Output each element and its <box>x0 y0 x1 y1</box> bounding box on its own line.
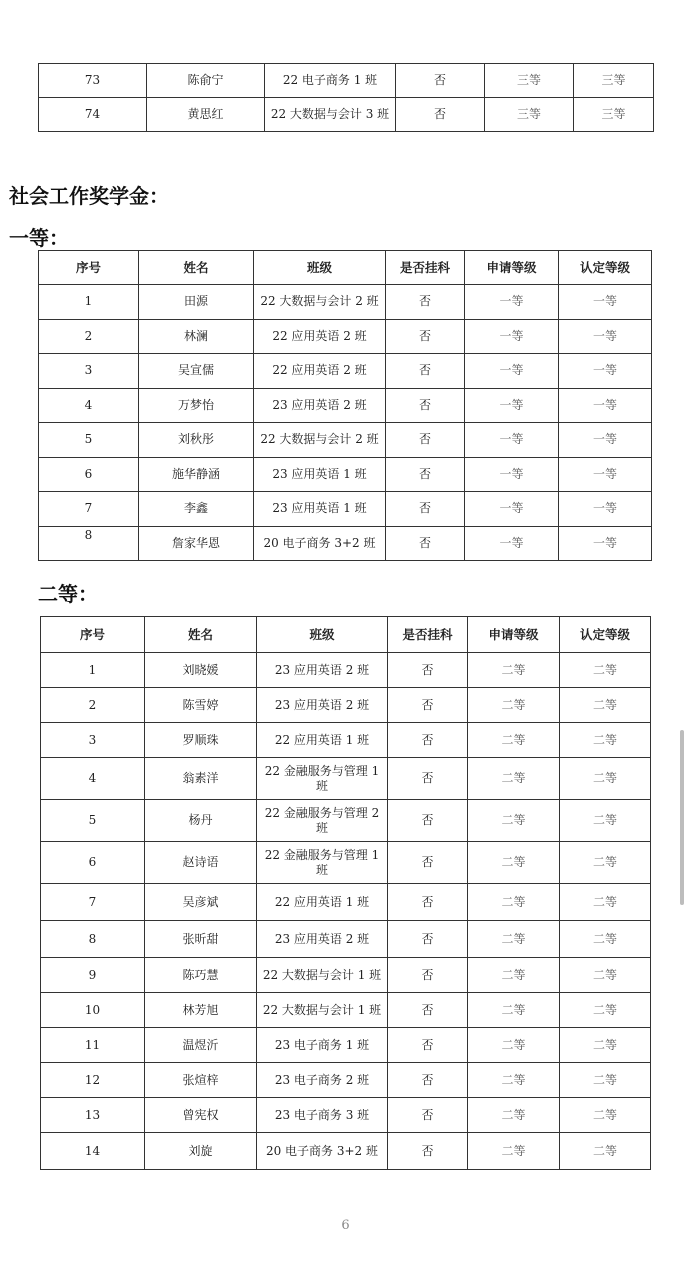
table-cell: 二等 <box>468 723 560 758</box>
column-header: 认定等级 <box>560 617 651 653</box>
table-cell: 否 <box>386 492 465 527</box>
table-cell: 6 <box>41 842 145 884</box>
table-cell: 一等 <box>465 285 559 320</box>
top-table <box>38 63 654 132</box>
table-cell: 二等 <box>468 1133 560 1170</box>
table-cell: 22 大数据与会计 3 班 <box>265 98 396 132</box>
table-cell: 二等 <box>468 993 560 1028</box>
table-cell: 22 大数据与会计 2 班 <box>254 423 386 458</box>
table-cell: 一等 <box>559 423 652 458</box>
table-cell: 二等 <box>468 921 560 958</box>
table-cell: 一等 <box>559 388 652 423</box>
table-row <box>39 388 652 423</box>
table-cell: 6 <box>39 457 139 492</box>
table-cell: 否 <box>386 354 465 389</box>
table-cell: 22 大数据与会计 1 班 <box>257 993 388 1028</box>
table-row <box>41 884 651 921</box>
table-cell: 林芳旭 <box>145 993 257 1028</box>
table-cell: 吴彦斌 <box>145 884 257 921</box>
column-header: 序号 <box>39 251 139 285</box>
table-cell: 否 <box>388 1028 468 1063</box>
column-header: 认定等级 <box>559 251 652 285</box>
table-cell: 二等 <box>468 800 560 842</box>
table-row <box>41 842 651 884</box>
table-cell: 7 <box>39 492 139 527</box>
table-row <box>41 1098 651 1133</box>
table-row <box>41 800 651 842</box>
table-cell: 12 <box>41 1063 145 1098</box>
table-cell: 11 <box>41 1028 145 1063</box>
table-row <box>41 1028 651 1063</box>
table-cell: 一等 <box>559 354 652 389</box>
first-class-title: 一等： <box>9 226 69 250</box>
table-cell: 否 <box>388 800 468 842</box>
column-header: 序号 <box>41 617 145 653</box>
table-cell: 22 金融服务与管理 1 班 <box>257 842 388 884</box>
table-cell: 9 <box>41 958 145 993</box>
table-cell: 否 <box>386 457 465 492</box>
table-cell: 二等 <box>468 842 560 884</box>
table-cell: 一等 <box>465 423 559 458</box>
scrollbar-thumb[interactable] <box>680 730 684 905</box>
table-cell: 二等 <box>560 1098 651 1133</box>
table-row <box>39 457 652 492</box>
table-cell: 三等 <box>485 98 574 132</box>
table-cell: 二等 <box>468 884 560 921</box>
column-header: 是否挂科 <box>386 251 465 285</box>
table-row <box>39 526 652 561</box>
table-cell: 否 <box>388 842 468 884</box>
column-header: 班级 <box>257 617 388 653</box>
table-cell: 二等 <box>560 758 651 800</box>
table-cell: 23 应用英语 2 班 <box>257 653 388 688</box>
table-cell: 二等 <box>560 800 651 842</box>
table-cell: 张煊梓 <box>145 1063 257 1098</box>
table-row <box>39 354 652 389</box>
table-cell: 黄思红 <box>147 98 265 132</box>
table-cell: 否 <box>396 64 485 98</box>
table-cell: 23 电子商务 1 班 <box>257 1028 388 1063</box>
second-class-table-body <box>41 617 651 1170</box>
table-cell: 20 电子商务 3+2 班 <box>257 1133 388 1170</box>
table-cell: 三等 <box>574 64 654 98</box>
table-cell: 曾宪权 <box>145 1098 257 1133</box>
table-cell: 三等 <box>485 64 574 98</box>
table-row <box>41 653 651 688</box>
table-cell: 吴宣儒 <box>139 354 254 389</box>
table-cell: 一等 <box>559 526 652 561</box>
table-cell: 翁素洋 <box>145 758 257 800</box>
table-cell: 刘旋 <box>145 1133 257 1170</box>
table-cell: 二等 <box>560 921 651 958</box>
table-row <box>41 993 651 1028</box>
table-cell: 23 应用英语 2 班 <box>257 688 388 723</box>
table-cell: 陈巧慧 <box>145 958 257 993</box>
table-cell: 23 应用英语 1 班 <box>254 457 386 492</box>
table-cell: 8 <box>41 921 145 958</box>
table-header-row <box>41 617 651 653</box>
table-cell: 二等 <box>560 884 651 921</box>
table-row <box>41 1063 651 1098</box>
table-row <box>41 1133 651 1170</box>
table-cell: 罗顺珠 <box>145 723 257 758</box>
second-class-title: 二等： <box>38 582 98 606</box>
table-cell: 二等 <box>560 993 651 1028</box>
table-cell: 否 <box>388 723 468 758</box>
table-cell: 二等 <box>560 1133 651 1170</box>
table-cell: 4 <box>39 388 139 423</box>
table-cell: 二等 <box>468 958 560 993</box>
table-cell: 二等 <box>560 1028 651 1063</box>
table-cell: 刘晓媛 <box>145 653 257 688</box>
column-header: 是否挂科 <box>388 617 468 653</box>
table-cell: 否 <box>388 921 468 958</box>
table-cell: 22 应用英语 1 班 <box>257 723 388 758</box>
table-cell: 一等 <box>465 319 559 354</box>
table-row <box>39 492 652 527</box>
table-row <box>39 319 652 354</box>
table-cell: 二等 <box>560 1063 651 1098</box>
table-cell: 22 应用英语 2 班 <box>254 354 386 389</box>
table-cell: 三等 <box>574 98 654 132</box>
table-cell: 8 <box>39 526 139 561</box>
table-cell: 3 <box>39 354 139 389</box>
table-cell: 赵诗语 <box>145 842 257 884</box>
table-cell: 13 <box>41 1098 145 1133</box>
table-cell: 3 <box>41 723 145 758</box>
table-cell: 一等 <box>465 457 559 492</box>
table-row <box>41 758 651 800</box>
column-header: 姓名 <box>145 617 257 653</box>
table-cell: 4 <box>41 758 145 800</box>
table-cell: 2 <box>39 319 139 354</box>
table-cell: 二等 <box>560 842 651 884</box>
table-cell: 22 应用英语 1 班 <box>257 884 388 921</box>
table-cell: 二等 <box>560 688 651 723</box>
table-cell: 否 <box>388 993 468 1028</box>
table-cell: 一等 <box>465 492 559 527</box>
table-cell: 22 应用英语 2 班 <box>254 319 386 354</box>
table-cell: 7 <box>41 884 145 921</box>
table-cell: 22 电子商务 1 班 <box>265 64 396 98</box>
table-cell: 陈俞宁 <box>147 64 265 98</box>
table-cell: 1 <box>39 285 139 320</box>
table-cell: 否 <box>386 319 465 354</box>
table-row <box>39 423 652 458</box>
table-cell: 22 大数据与会计 2 班 <box>254 285 386 320</box>
table-cell: 否 <box>386 526 465 561</box>
table-cell: 22 金融服务与管理 2 班 <box>257 800 388 842</box>
table-cell: 否 <box>388 884 468 921</box>
table-cell: 10 <box>41 993 145 1028</box>
table-cell: 23 应用英语 1 班 <box>254 492 386 527</box>
column-header: 姓名 <box>139 251 254 285</box>
table-cell: 一等 <box>559 319 652 354</box>
table-cell: 施华静涵 <box>139 457 254 492</box>
table-cell: 杨丹 <box>145 800 257 842</box>
table-cell: 否 <box>386 388 465 423</box>
table-row <box>41 958 651 993</box>
table-cell: 否 <box>388 1098 468 1133</box>
table-cell: 二等 <box>560 653 651 688</box>
page-number: 6 <box>341 1218 350 1233</box>
table-cell: 14 <box>41 1133 145 1170</box>
table-cell: 23 应用英语 2 班 <box>257 921 388 958</box>
table-cell: 否 <box>396 98 485 132</box>
table-cell: 74 <box>39 98 147 132</box>
table-cell: 二等 <box>468 1098 560 1133</box>
table-cell: 否 <box>388 653 468 688</box>
table-cell: 否 <box>388 1063 468 1098</box>
table-row <box>41 921 651 958</box>
table-cell: 23 应用英语 2 班 <box>254 388 386 423</box>
table-cell: 温煜沂 <box>145 1028 257 1063</box>
table-cell: 5 <box>39 423 139 458</box>
table-row <box>39 285 652 320</box>
table-cell: 否 <box>388 1133 468 1170</box>
table-cell: 李鑫 <box>139 492 254 527</box>
table-cell: 刘秋彤 <box>139 423 254 458</box>
table-cell: 二等 <box>560 723 651 758</box>
column-header: 申请等级 <box>465 251 559 285</box>
table-cell: 2 <box>41 688 145 723</box>
first-class-table-body <box>39 251 652 561</box>
table-cell: 否 <box>388 958 468 993</box>
table-row <box>41 688 651 723</box>
table-row <box>41 723 651 758</box>
table-cell: 二等 <box>468 688 560 723</box>
table-cell: 陈雪婷 <box>145 688 257 723</box>
table-cell: 73 <box>39 64 147 98</box>
section-title: 社会工作奖学金： <box>9 184 169 208</box>
table-cell: 一等 <box>465 354 559 389</box>
table-cell: 二等 <box>468 758 560 800</box>
table-cell: 二等 <box>468 653 560 688</box>
table-cell: 一等 <box>559 457 652 492</box>
table-row <box>39 64 654 98</box>
table-cell: 一等 <box>465 526 559 561</box>
table-cell: 20 电子商务 3+2 班 <box>254 526 386 561</box>
top-table-body <box>39 64 654 132</box>
table-cell: 否 <box>386 285 465 320</box>
table-cell: 否 <box>388 758 468 800</box>
column-header: 申请等级 <box>468 617 560 653</box>
table-cell: 田源 <box>139 285 254 320</box>
table-cell: 二等 <box>560 958 651 993</box>
table-cell: 张昕甜 <box>145 921 257 958</box>
table-cell: 一等 <box>559 285 652 320</box>
table-cell: 23 电子商务 2 班 <box>257 1063 388 1098</box>
table-cell: 22 大数据与会计 1 班 <box>257 958 388 993</box>
table-cell: 一等 <box>465 388 559 423</box>
table-cell: 詹家华恩 <box>139 526 254 561</box>
table-cell: 二等 <box>468 1063 560 1098</box>
table-cell: 林澜 <box>139 319 254 354</box>
table-cell: 5 <box>41 800 145 842</box>
table-header-row <box>39 251 652 285</box>
table-row <box>39 98 654 132</box>
column-header: 班级 <box>254 251 386 285</box>
table-cell: 二等 <box>468 1028 560 1063</box>
table-cell: 一等 <box>559 492 652 527</box>
table-cell: 万梦怡 <box>139 388 254 423</box>
table-cell: 否 <box>388 688 468 723</box>
second-class-table <box>40 616 651 1170</box>
table-cell: 1 <box>41 653 145 688</box>
table-cell: 否 <box>386 423 465 458</box>
first-class-table <box>38 250 652 561</box>
table-cell: 23 电子商务 3 班 <box>257 1098 388 1133</box>
table-cell: 22 金融服务与管理 1 班 <box>257 758 388 800</box>
